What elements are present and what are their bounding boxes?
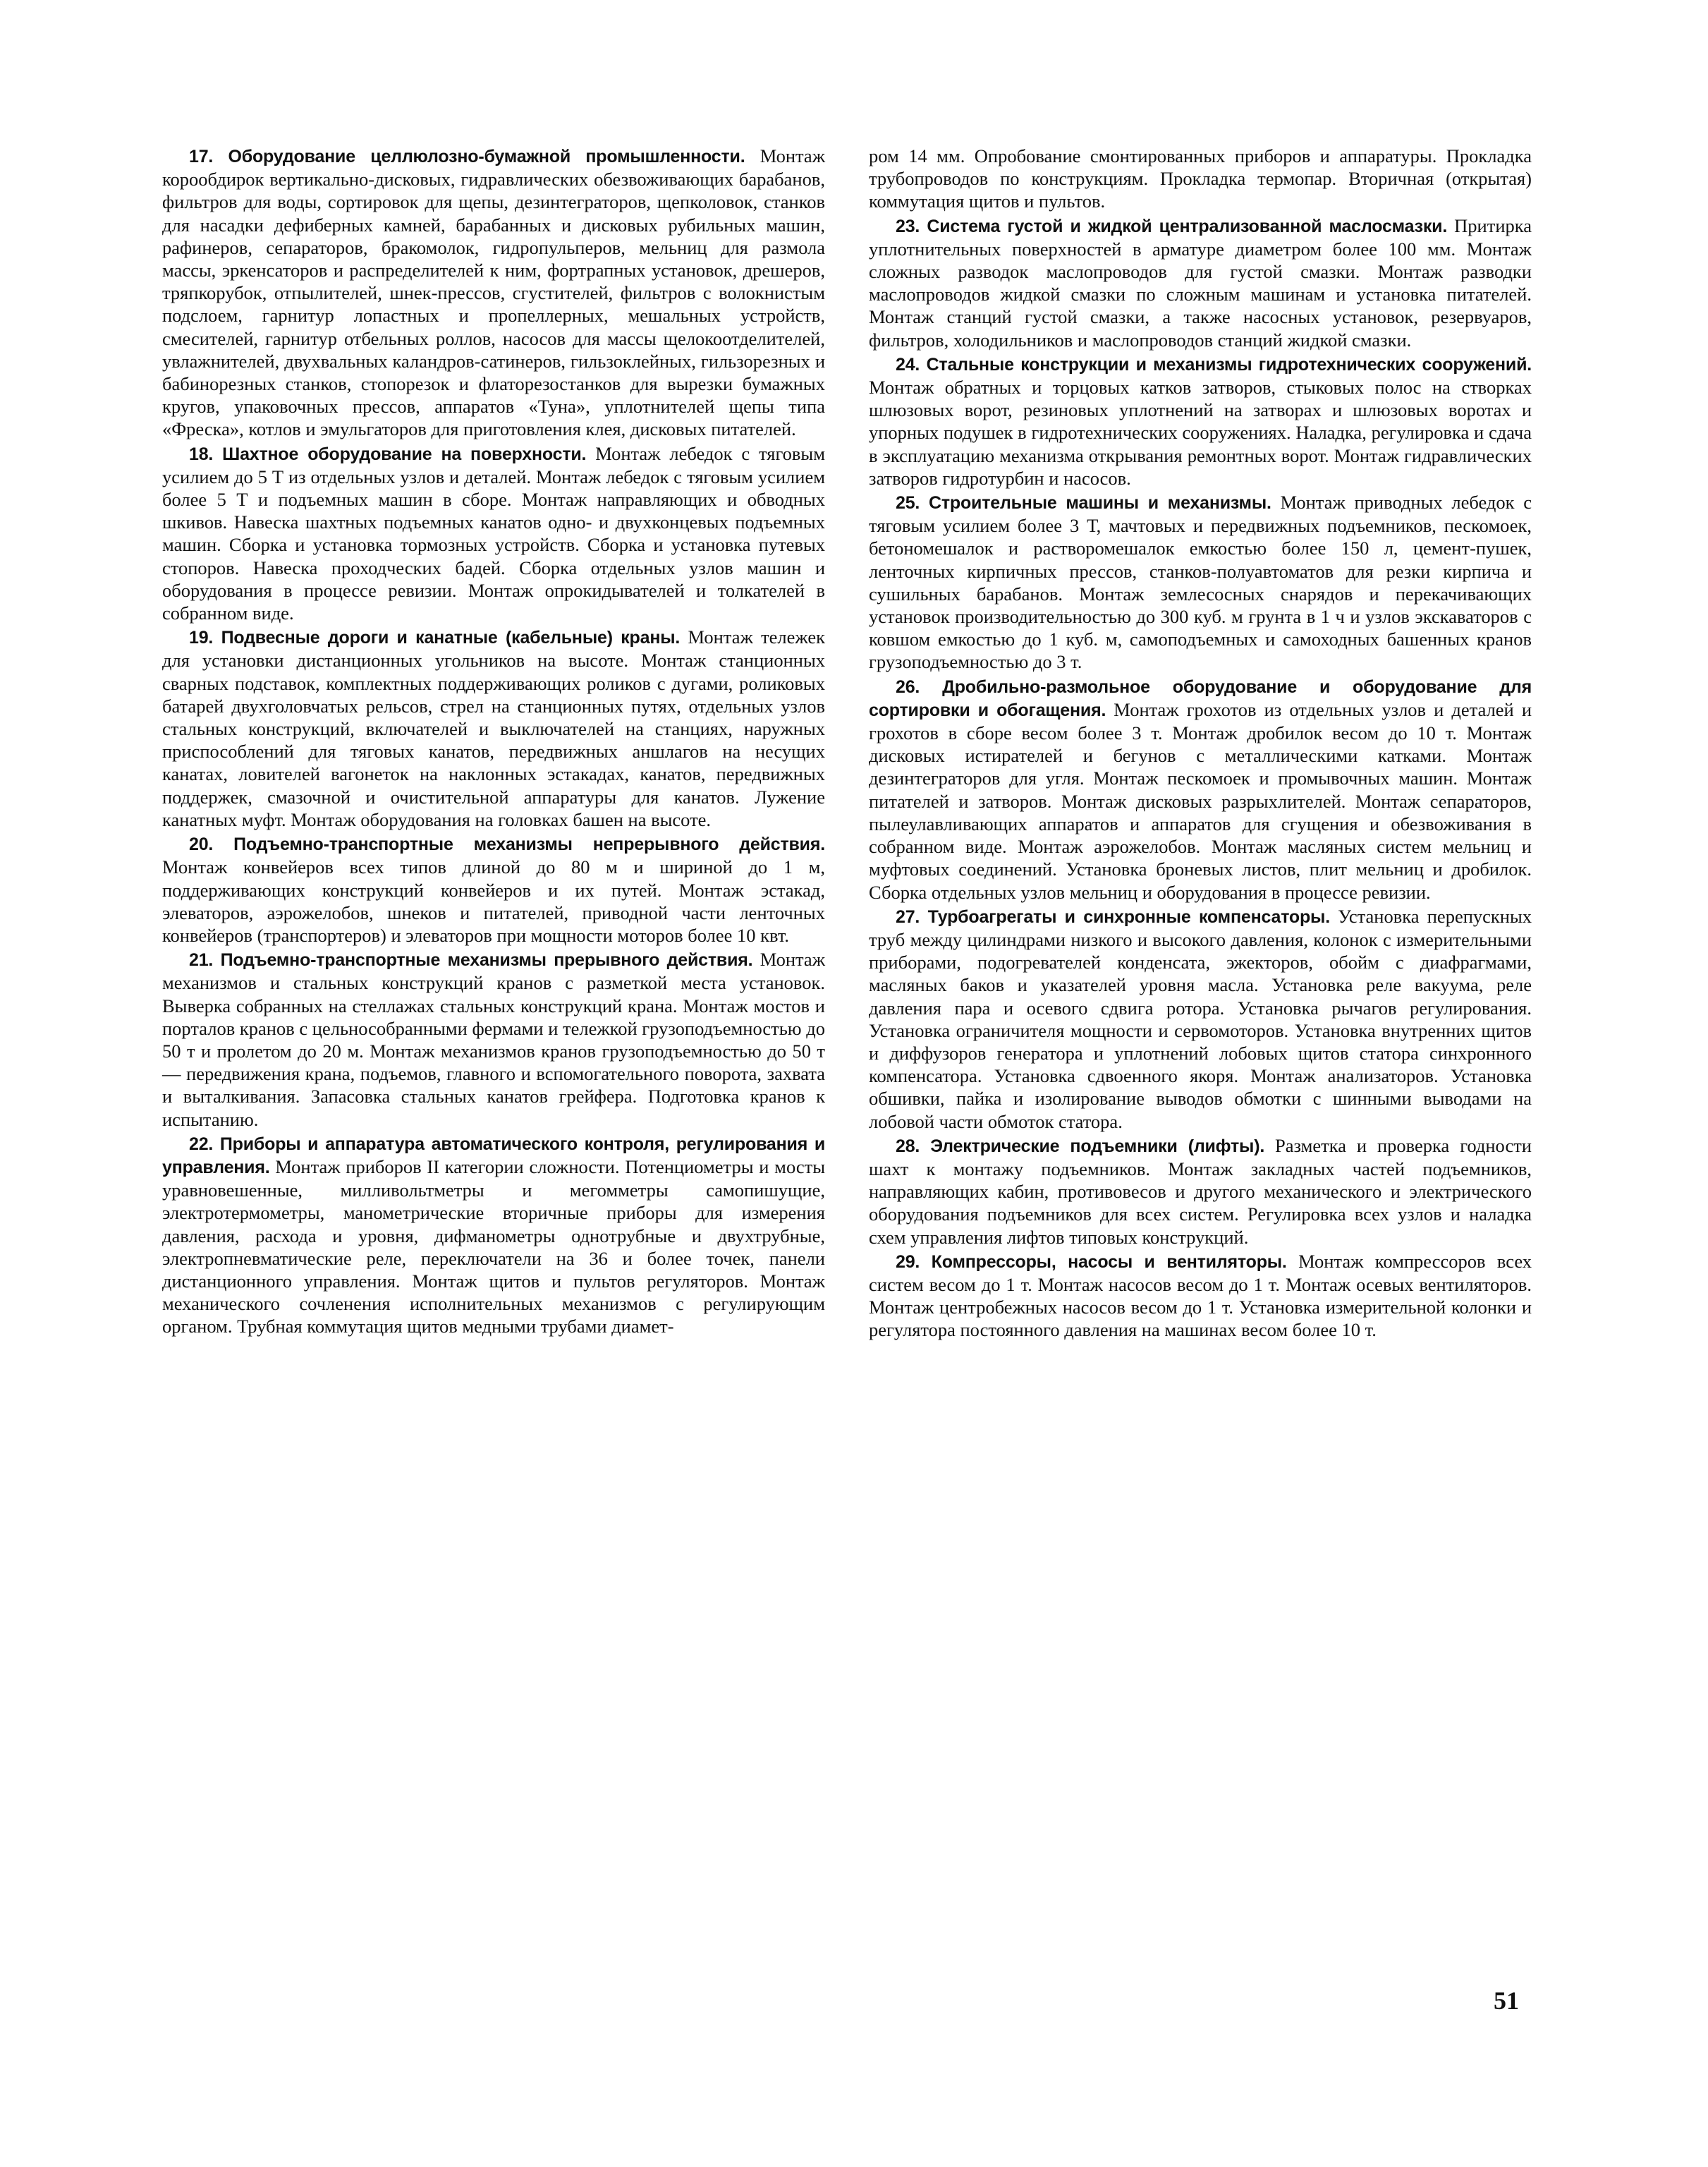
section-23	[869, 214, 1532, 351]
page-number: 51	[1494, 1986, 1519, 2015]
section-25	[869, 491, 1532, 674]
section-27	[869, 905, 1532, 1133]
section-text: Установка перепускных труб между цилиндрами низкого и высокого давления, колонок с измерительными приборами, подогревателей конденсата, эжекторов, обойм с диафрагмами, масляных баков и указателей уровня масла. Установка реле вакуума, реле давления пара и осевого сдвига ротора. Установка рычагов регулирования. Установка ограничителя мощности и сервомоторов. Установка внутренних щитов и диффузоров генератора и уплотнений лобовых щитов статора синхронного компенсатора. Установка сдвоенного якоря. Монтаж анализаторов. Установка обшивки, пайка и изолирование выводов обмотки с шинными выводами на лобовой части обмоток статора.	[869, 905, 1532, 1132]
section-17	[162, 145, 825, 441]
section-heading: 17. Оборудование целлюлозно-бумажной промышленности.	[189, 147, 745, 166]
section-heading: 26. Дробильно-размольное оборудование и оборудование для сортировки и обогащения.	[869, 676, 1532, 720]
section-heading: 22. Приборы и аппаратура автоматического контроля, регулирования и управления.	[162, 1134, 825, 1177]
section-21	[162, 948, 825, 1131]
section-heading: 25. Строительные машины и механизмы.	[896, 493, 1271, 514]
section-text: Монтаж обратных и торцовых катков затворов, стыковых полос на створках шлюзовых ворот, резиновых уплотнений на затворах и шлюзовых воротах и упорных подушек в гидротехнических сооружениях. Наладка, регулировка и сдача в эксплуатацию механизма открывания ремонтных ворот. Монтаж гидравлических затворов гидротурбин и насосов.	[869, 377, 1532, 489]
section-text: Монтаж грохотов из отдельных узлов и деталей и грохотов в сборе весом более 3 т. Монтаж дробилок весом до 10 т. Монтаж дисковых истирателей и бегунов с металлическими катками. Монтаж дезинтеграторов для угля. Монтаж пескомоек и промывочных машин. Монтаж питателей и затворов. Монтаж дисковых разрыхлителей. Монтаж сепараторов, пылеулавливающих аппаратов и аппаратов для сгущения и обезвоживания в собранном виде. Монтаж аэрожелобов. Монтаж масляных систем мельниц и муфтовых соединений. Установка броневых листов, плит мельниц и дробилок. Сборка отдельных узлов мельниц и оборудования в процессе ревизии.	[869, 698, 1532, 903]
section-19	[162, 626, 825, 831]
section-20	[162, 832, 825, 947]
section-text: Разметка и проверка годности шахт к монтажу подъемников. Монтаж закладных частей подъемников, направляющих кабин, противовесов и другого механического и электрического оборудования подъемников для всех систем. Регулировка всех узлов и наладка схем управления лифтов типовых конструкций.	[869, 1134, 1532, 1248]
section-heading: 20. Подъемно-транспортные механизмы непрерывного действия.	[189, 834, 825, 855]
section-heading: 19. Подвесные дороги и канатные (кабельные) краны.	[189, 628, 681, 648]
section-heading: 23. Система густой и жидкой централизованной маслосмазки.	[896, 216, 1448, 236]
section-text: Монтаж тележек для установки дистанционных угольников на высоте. Монтаж станционных сварных подставок, комплектных поддерживающих роликов с дугами, роликовых батарей двухголовчатых рельсов, стрел на станционных путях, отдельных узлов стальных конструкций, включателей и выключателей на станциях, наружных приспособлений для тяговых канатов, передвижных аншлагов на несущих канатах, ловителей вагонеток на наклонных эстакадах, канатов, передвижных поддержек, смазочной и очистительной аппаратуры для канатов. Лужение канатных муфт. Монтаж оборудования на головках башен на высоте.	[162, 626, 825, 830]
section-text: Монтаж механизмов и стальных конструкций кранов с разметкой места установок. Выверка собранных на стеллажах стальных конструкций крана. Монтаж мостов и порталов кранов с цельнособранными фермами и тележкой грузоподъемностью до 50 т и пролетом до 20 м. Монтаж механизмов кранов грузоподъемностью до 50 т — передвижения крана, подъемов, главного и вспомогательного поворота, захвата и выталкивания. Запасовка стальных канатов грейфера. Подготовка кранов к испытанию.	[162, 949, 825, 1130]
section-text: Монтаж лебедок с тяговым усилием до 5 Т из отдельных узлов и деталей. Монтаж лебедок с тяговым усилием более 5 Т и подъемных машин в сборе. Монтаж направляющих и обводных шкивов. Навеска шахтных подъемных канатов одно- и двухконцевых подъемных машин. Сборка и установка тормозных устройств. Сборка и установка путевых стопоров. Навеска проходческих бадей. Сборка отдельных узлов машин и оборудования в процессе ревизии. Монтаж опрокидывателей и толкателей в собранном виде.	[162, 442, 825, 624]
section-28	[869, 1134, 1532, 1249]
right-column	[869, 145, 1532, 1342]
section-text: Монтаж корообдирок вертикально-дисковых, гидравлических обезвоживающих барабанов, фильтров для воды, сортировок для щепы, дезинтеграторов, щепколовок, станков для насадки дефиберных камней, барабанных и дисковых рубильных машин, рафинеров, сепараторов, бракомолок, гидропульперов, мельниц для размола массы, эркенсаторов и распределителей к ним, фортрапных установок, дрешеров, тряпкорубок, отпылителей, шнек-прессов, сгустителей, фильтров с волокнистым подслоем, гарнитур лопастных и пропеллерных, мешальных устройств, смесителей, гарнитур отбельных роллов, насосов для массы щелокоотделителей, увлажнителей, двухвальных каландров-сатинеров, гильзоклейных, гильзорезных и бабинорезных станков, стопорезок и флаторезостанков для вырезки бумажных кругов, упаковочных прессов, аппаратов «Туна», уплотнителей щепы типа «Фреска», котлов и эмульгаторов для приготовления клея, дисковых питателей.	[162, 145, 825, 440]
section-text: ром 14 мм. Опробование смонтированных приборов и аппаратуры. Прокладка трубопроводов по конструкциям. Прокладка термопар. Вторичная (открытая) коммутация щитов и пультов.	[869, 145, 1532, 212]
left-column	[162, 145, 825, 1338]
section-26	[869, 675, 1532, 904]
section-heading: 18. Шахтное оборудование на поверхности.	[189, 444, 587, 464]
section-29	[869, 1250, 1532, 1342]
section-text: Притирка уплотнительных поверхностей в арматуре диаметром более 100 мм. Монтаж сложных разводок маслопроводов для густой смазки. Монтаж разводки маслопроводов жидкой смазки по сложным машинам и установка питателей. Монтаж станций густой смазки, а также насосных установок, резервуаров, фильтров, холодильников и маслопроводов станций жидкой смазки.	[869, 214, 1532, 351]
section-heading: 29. Компрессоры, насосы и вентиляторы.	[896, 1251, 1287, 1272]
section-heading: 24. Стальные конструкции и механизмы гидротехнических сооружений.	[896, 354, 1532, 375]
section-22	[162, 1132, 825, 1338]
section-text: Монтаж приводных лебедок с тяговым усилием более 3 Т, мачтовых и передвижных подъемников, пескомоек, бетономешалок и растворомешалок емкостью более 150 л, цемент-пушек, ленточных кирпичных прессов, станков-полуавтоматов для резки кирпича и сушильных барабанов. Монтаж землесосных снарядов и перекачивающих установок производительностью до 300 куб. м грунта в 1 ч и узлов экскаваторов с ковшом емкостью до 1 куб. м, самоподъемных и самоходных башенных кранов грузоподъемностью до 3 т.	[869, 492, 1532, 673]
section-18	[162, 442, 825, 625]
section-22-continuation	[869, 145, 1532, 213]
section-heading: 28. Электрические подъемники (лифты).	[896, 1136, 1265, 1156]
section-24	[869, 353, 1532, 490]
section-text: Монтаж компрессоров всех систем весом до 1 т. Монтаж насосов весом до 1 т. Монтаж осевых вентиляторов. Монтаж центробежных насосов весом до 1 т. Установка измерительной колонки и регулятора постоянного давления на машинах весом более 10 т.	[869, 1250, 1532, 1341]
section-heading: 21. Подъемно-транспортные механизмы прерывного действия.	[189, 950, 753, 971]
section-heading: 27. Турбоагрегаты и синхронные компенсаторы.	[896, 906, 1330, 927]
section-text: Монтаж конвейеров всех типов длиной до 80 м и шириной до 1 м, поддерживающих конструкций конвейеров и их путей. Монтаж эстакад, элеваторов, аэрожелобов, шнеков и питателей, приводной части ленточных конвейеров (транспортеров) и элеваторов при мощности моторов более 10 квт.	[162, 856, 825, 946]
section-text: Монтаж приборов II категории сложности. Потенциометры и мосты уравновешенные, милливольтметры и мегомметры самопишущие, электротермометры, манометрические вторичные приборы для измерения давления, расхода и уровня, дифманометры однотрубные и двухтрубные, электропневматические реле, переключатели на 36 и более точек, панели дистанционного управления. Монтаж щитов и пультов регуляторов. Монтаж механического сочленения исполнительных механизмов с регулирующим органом. Трубная коммутация щитов медными трубами диамет-	[162, 1155, 825, 1337]
